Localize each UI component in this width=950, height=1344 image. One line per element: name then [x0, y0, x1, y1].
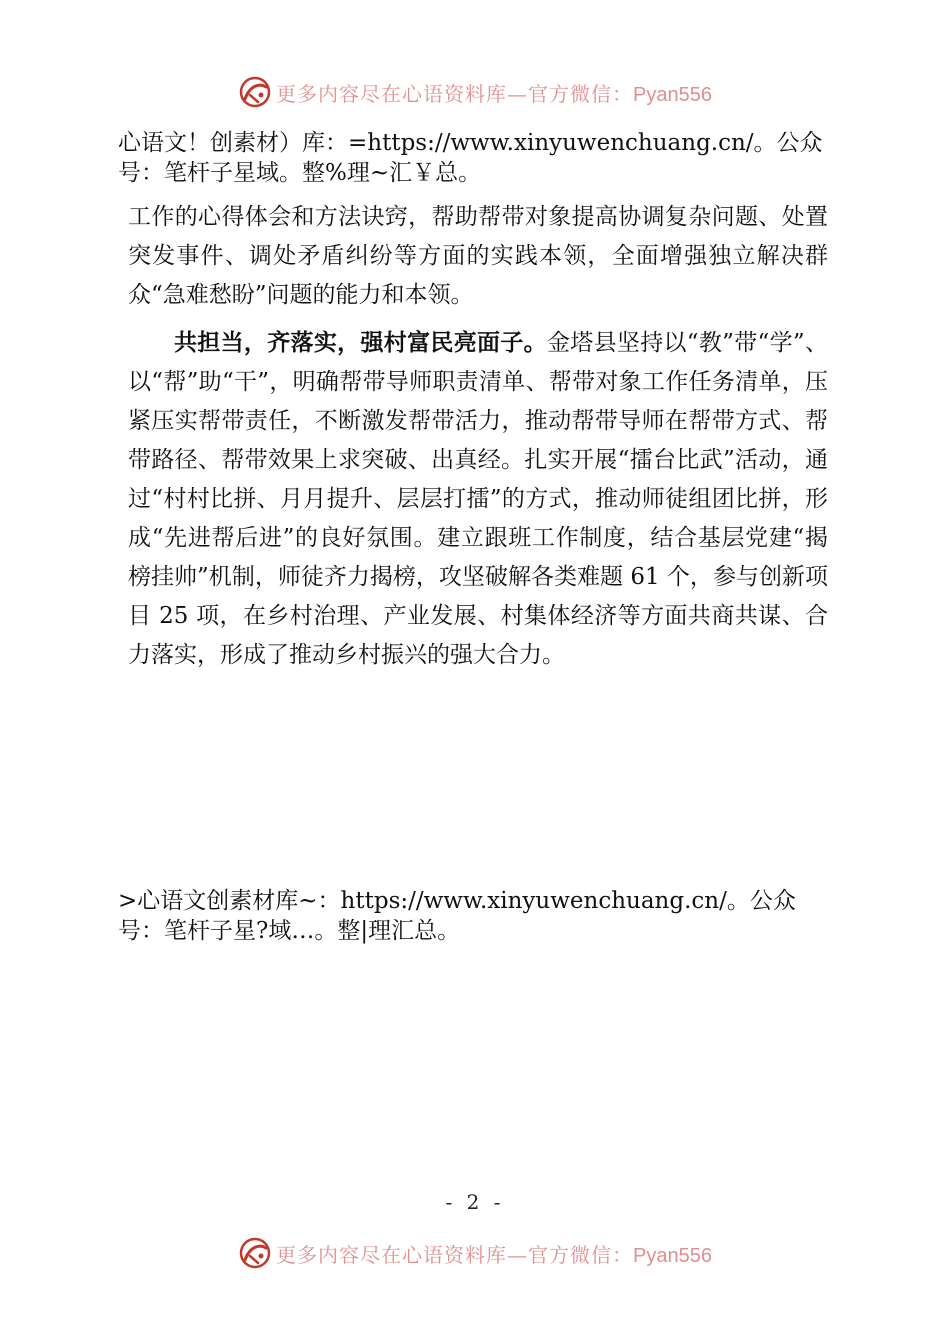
footer-banner — [0, 1233, 950, 1273]
page-number: - 2 - — [445, 1190, 505, 1214]
footer-banner-text: 更多内容尽在心语资料库—官方微信：Pyan556 — [276, 1242, 712, 1267]
xinyu-logo-icon — [238, 1236, 272, 1270]
paragraph-1: 工作的心得体会和方法诀窍，帮助帮带对象提高协调复杂问题、处置突发事件、调处矛盾纠纷等方面的实践本领，全面增强独立解决群众“急难愁盼”问题的能力和本领。 — [128, 204, 828, 308]
paragraph-2 — [128, 324, 828, 675]
paragraph-2-body: 金塔县坚持以“教”带“学”、以“帮”助“干”，明确帮带导师职责清单、帮带对象工作任务清单，压紧压实帮带责任，不断激发帮带活力，推动帮带导师在帮带方式、帮带路径、帮带效果上求突破、出真经。扎实开展“擂台比武”活动，通过“村村比拼、月月提升、层层打擂”的方式，推动师徒组团比拼，形成“先进帮后进”的良好氛围。建立跟班工作制度，结合基层党建“揭榜挂帅”机制，师徒齐力揭榜，攻坚破解各类难题 61 个，参与创新项目 25 项，在乡村治理、产业发展、村集体经济等方面共商共谋、合力落实，形成了推动乡村振兴的强大合力。 — [128, 330, 828, 668]
header-banner — [0, 72, 950, 112]
xinyu-logo-icon — [238, 75, 272, 109]
paragraph-2-lead: 共担当，齐落实，强村富民亮面子。 — [174, 330, 547, 356]
source-line-top: 心语文！创素材）库：=https://www.xinyuwenchuang.cn/。公众号：笔杆子星域。整%理~汇￥总。 — [118, 130, 823, 186]
source-line-bottom: >心语文创素材库~：https://www.xinyuwenchuang.cn/。公众号：笔杆子星?域…。整|理汇总。 — [118, 888, 796, 944]
header-banner-text: 更多内容尽在心语资料库—官方微信：Pyan556 — [276, 81, 712, 106]
